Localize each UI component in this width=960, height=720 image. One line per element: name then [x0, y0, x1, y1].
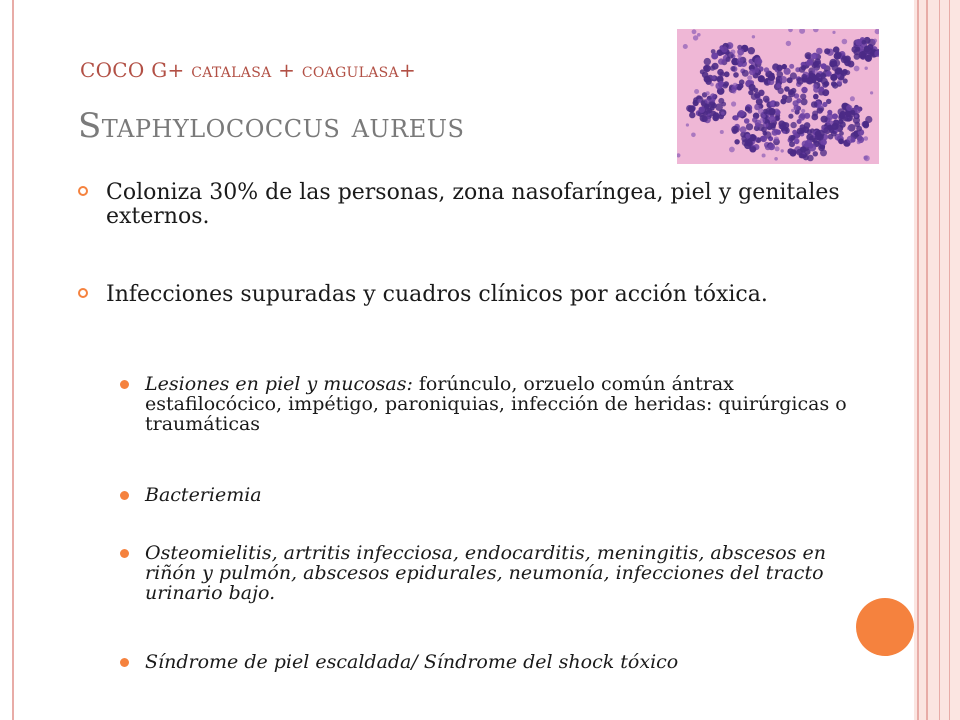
sub-bullet-lead: Osteomielitis, artritis infecciosa, endocarditis, meningitis, abscesos en riñón y pulmón, abscesos epidurales, neumonía, infecciones del tracto urinario bajo. — [145, 542, 827, 604]
sub-bullet-text: forúnculo, orzuelo común ántrax estafilocócico, impétigo, paroniquias, infección de heridas: quirúrgicas o traumáticas — [145, 373, 847, 435]
sub-bullet-lead: Bacteriemia — [145, 484, 262, 506]
ring-bullet-icon — [78, 186, 88, 196]
slide-title: Staphylococcus aureus — [78, 106, 465, 146]
slide-frame-right-band — [914, 0, 960, 720]
slide-frame-left — [0, 0, 14, 720]
frame-line — [939, 0, 940, 720]
sub-bullet-lead: Síndrome de piel escaldada/ Síndrome del shock tóxico — [145, 651, 679, 673]
bullet-item — [106, 283, 876, 307]
frame-line — [926, 0, 928, 720]
ring-bullet-icon — [78, 288, 88, 298]
bullet-item — [106, 181, 876, 229]
dot-bullet-icon — [120, 380, 129, 389]
slide-subtitle: COCO G+ catalasa + coagulasa+ — [80, 58, 417, 82]
sub-bullet-item — [145, 374, 865, 434]
sub-bullet-item — [145, 543, 865, 603]
sub-bullet-item — [145, 652, 865, 672]
frame-line — [949, 0, 950, 720]
frame-line — [917, 0, 919, 720]
dot-bullet-icon — [120, 491, 129, 500]
dot-bullet-icon — [120, 549, 129, 558]
sub-bullet-lead: Lesiones en piel y mucosas: — [145, 373, 413, 395]
gram-stain-micrograph-icon — [677, 29, 879, 164]
bullet-text: Infecciones supuradas y cuadros clínicos por acción tóxica. — [106, 282, 768, 307]
dot-bullet-icon — [120, 658, 129, 667]
decorative-orange-circle — [856, 598, 914, 656]
bullet-text: Coloniza 30% de las personas, zona nasofaríngea, piel y genitales externos. — [106, 180, 840, 229]
sub-bullet-item — [145, 485, 865, 505]
